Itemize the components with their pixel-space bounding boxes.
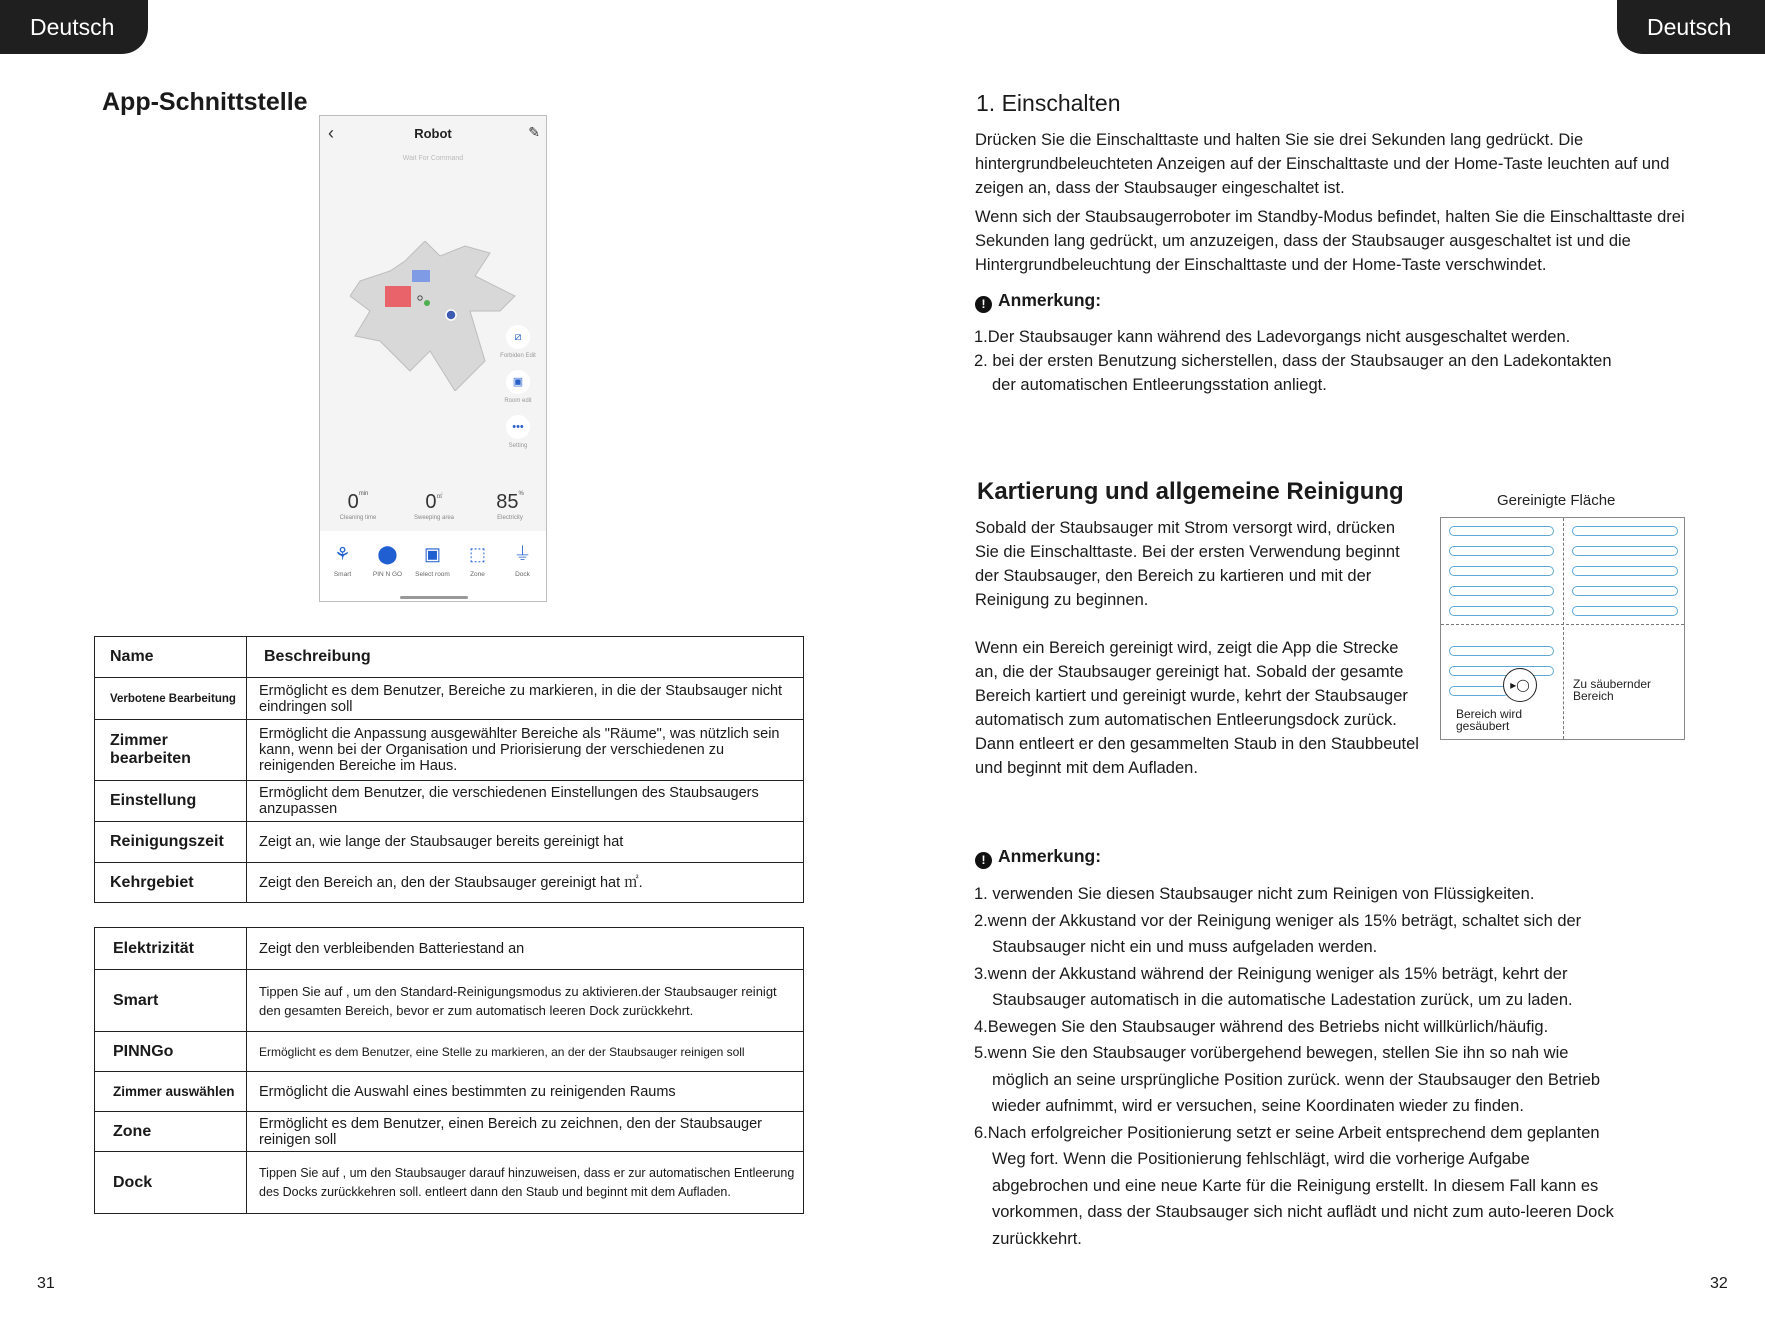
- row-name: Reinigungszeit: [95, 822, 247, 863]
- diagram-divider-vertical: [1563, 518, 1564, 739]
- note-heading-1: ! Anmerkung:: [975, 290, 1101, 313]
- diagram-title: Gereinigte Fläche: [1497, 492, 1616, 509]
- cleaning-map: [350, 241, 520, 391]
- row-name: Verbotene Bearbeitung: [95, 678, 247, 720]
- paragraph-power-on-1: Drücken Sie die Einschalttaste und halten Sie sie drei Sekunden lang gedrückt. Die hintergrundbeleuchteten Anzeigen auf der Einschalttaste und der Home-Taste leuchten auf und zeigen an, dass der Staubsauger eingeschaltet ist.: [975, 131, 1670, 197]
- row-name: PINNGo: [95, 1032, 247, 1072]
- paragraph-power-on-2: Wenn sich der Staubsaugerroboter im Standby-Modus befindet, halten Sie die Einschalttaste drei Sekunden lang gedrückt, um anzuzeigen, dass der Staubsauger ausgeschaltet ist und die Hintergrundbeleuchtung der Einschalttaste und der Home-Taste verschwindet.: [975, 208, 1685, 274]
- paragraph-mapping-2: Wenn ein Bereich gereinigt wird, zeigt die App die Strecke an, die der Staubsauger gereinigt hat. Sobald der gesamte Bereich kartiert und gereinigt wurde, kehrt der Staubsauger automatisch zum automatischen Entleerungsdock zurück. Dann entleert er den gesammelten Staub in den Staubbeutel und beginnt mit dem Aufladen.: [975, 639, 1419, 777]
- list-item: Staubsauger nicht ein und muss aufgeladen werden.: [992, 938, 1378, 956]
- forbidden-edit-label: Forbiden Edit: [500, 353, 536, 359]
- phone-status: Wait For Command: [402, 155, 464, 162]
- table-row: [95, 822, 804, 863]
- label-area-being-cleaned: Bereich wird gesäubert: [1456, 707, 1523, 733]
- cleaning-path-lane: [1449, 546, 1554, 556]
- table-row: [95, 678, 804, 720]
- list-item: Staubsauger automatisch in die automatische Ladestation zurück, um zu laden.: [992, 991, 1573, 1009]
- cleaning-path-lane: [1572, 566, 1678, 576]
- phone-header: [320, 116, 546, 186]
- list-item: 3.wenn der Akkustand während der Reinigung weniger als 15% beträgt, kehrt der: [974, 964, 1568, 983]
- row-description: Ermöglicht es dem Benutzer, eine Stelle zu markieren, an der der Staubsauger reinigen soll: [247, 1032, 804, 1072]
- nav-smart[interactable]: ⚘ Smart: [320, 541, 365, 578]
- note-heading-2: ! Anmerkung:: [975, 846, 1101, 869]
- table-row: [95, 720, 804, 781]
- header-name: Name: [95, 637, 247, 678]
- row-description: Zeigt an, wie lange der Staubsauger bereits gereinigt hat: [247, 822, 804, 863]
- cleaning-path-lane: [1572, 526, 1678, 536]
- pin-icon: ⬤: [377, 544, 398, 564]
- room-edit-label: Room edit: [504, 398, 532, 404]
- chevron-left-icon[interactable]: ‹: [328, 123, 334, 143]
- table-row: [95, 1112, 804, 1152]
- nav-dock[interactable]: ⏚ Dock: [500, 541, 545, 578]
- list-item: möglich an seine ursprüngliche Position zurück. wenn der Staubsauger den Betrieb: [992, 1070, 1601, 1089]
- nav-select-room[interactable]: ▣ Select room: [410, 541, 455, 578]
- home-indicator: [400, 596, 468, 599]
- robot-vacuum-icon: ▸◯: [1503, 668, 1537, 702]
- note-list-1: [974, 325, 1612, 397]
- section-title-mapping: Kartierung und allgemeine Reinigung: [977, 478, 1404, 505]
- label-area-to-clean: Zu säubernder Bereich: [1573, 677, 1652, 703]
- table-row: [95, 863, 804, 903]
- row-name: Zone: [95, 1112, 247, 1152]
- row-name: Smart: [95, 970, 247, 1032]
- row-name: Dock: [95, 1152, 247, 1214]
- phone-screenshot: [319, 115, 547, 602]
- cleaning-path-lane: [1449, 686, 1509, 696]
- row-description: Ermöglicht die Anpassung ausgewählter Bereiche als "Räume", was nützlich sein kann, wenn bei der Organisation und Priorisierung der verschiedenen zu reinigenden Bereiche im Haus.: [247, 720, 804, 781]
- row-name: Kehrgebiet: [95, 863, 247, 903]
- note-list-2: [974, 881, 1614, 1252]
- list-item: 2. bei der ersten Benutzung sicherstellen, dass der Staubsauger an den Ladekontakten: [974, 352, 1612, 370]
- list-item: 1. verwenden Sie diesen Staubsauger nicht zum Reinigen von Flüssigkeiten.: [974, 885, 1535, 903]
- room-edit-icon[interactable]: ▣: [506, 370, 530, 394]
- list-item: vorkommen, dass der Staubsauger sich nicht auflädt und nicht zum auto-leeren Dock: [992, 1203, 1614, 1221]
- paragraph-mapping-1: Sobald der Staubsauger mit Strom versorgt wird, drücken Sie die Einschalttaste. Bei der ersten Verwendung beginnt der Staubsauger, den Bereich zu kartieren und mit der Reinigung zu beginnen.: [975, 519, 1400, 609]
- diagram-divider-horizontal: [1441, 624, 1684, 625]
- cleaning-path-lane: [1449, 586, 1554, 596]
- stat-sweeping-area: 0㎡ Sweeping area: [413, 491, 455, 521]
- page-number-right: 32: [1710, 1275, 1728, 1292]
- list-item: Weg fort. Wenn die Positionierung fehlschlägt, wird die vorherige Aufgabe: [992, 1150, 1530, 1168]
- page-number-left: 31: [37, 1275, 55, 1292]
- nav-pin-n-go[interactable]: ⬤ PIN N GO: [365, 541, 410, 578]
- more-icon[interactable]: •••: [506, 415, 530, 439]
- row-description: Zeigt den verbleibenden Batteriestand an: [247, 928, 804, 970]
- setting-label: Setting: [508, 443, 528, 449]
- table-header-row: [95, 637, 804, 678]
- cleaning-path-lane: [1449, 566, 1554, 576]
- nav-zone[interactable]: ⬚ Zone: [455, 541, 500, 578]
- header-description: Beschreibung: [247, 637, 804, 678]
- table-interface-1: [94, 636, 804, 903]
- row-name: Zimmer bearbeiten: [95, 720, 247, 781]
- table-row: [95, 970, 804, 1032]
- row-description: Tippen Sie auf , um den Standard-Reinigungsmodus zu aktivieren.der Staubsauger reinigt den gesamten Bereich, bevor er zum automatisch leeren Dock zurückkehrt.: [247, 970, 804, 1032]
- row-name: Einstellung: [95, 781, 247, 822]
- pencil-icon[interactable]: ✎: [528, 124, 540, 140]
- stat-electricity: 85% Electricity: [496, 491, 524, 521]
- phone-title: Robot: [414, 126, 452, 141]
- row-description: Zeigt den Bereich an, den der Staubsauger gereinigt hat ㎡.: [247, 863, 804, 903]
- cleaning-path-lane: [1572, 606, 1678, 616]
- list-item: abgebrochen und eine neue Karte für die Reinigung erstellt. In diesem Fall kann es: [992, 1176, 1599, 1195]
- exclamation-icon: !: [975, 296, 992, 313]
- list-item: der automatischen Entleerungsstation anliegt.: [992, 376, 1327, 394]
- row-description: Ermöglicht es dem Benutzer, einen Bereich zu zeichnen, den der Staubsauger reinigen soll: [247, 1112, 804, 1152]
- table-row: [95, 1152, 804, 1214]
- cleaning-path-lane: [1449, 526, 1554, 536]
- row-description: Tippen Sie auf , um den Staubsauger darauf hinzuweisen, dass er zur automatischen Entleerung des Docks zurückkehren soll. entleert dann den Staub und beginnt mit dem Aufladen.: [247, 1152, 804, 1214]
- list-item: 2.wenn der Akkustand vor der Reinigung weniger als 15% beträgt, schaltet sich der: [974, 911, 1582, 930]
- cleaning-path-lane: [1572, 546, 1678, 556]
- cleaning-diagram: [1440, 517, 1685, 740]
- exclamation-icon: !: [975, 852, 992, 869]
- list-item: 1.Der Staubsauger kann während des Ladevorgangs nicht ausgeschaltet werden.: [974, 328, 1571, 346]
- row-description: Ermöglicht dem Benutzer, die verschiedenen Einstellungen des Staubsaugers anzupassen: [247, 781, 804, 822]
- row-description: Ermöglicht es dem Benutzer, Bereiche zu markieren, in die der Staubsauger nicht eindringen soll: [247, 678, 804, 720]
- list-item: 5.wenn Sie den Staubsauger vorübergehend bewegen, stellen Sie ihn so nah wie: [974, 1044, 1569, 1062]
- table-row: [95, 1032, 804, 1072]
- row-description: Ermöglicht die Auswahl eines bestimmten zu reinigenden Raums: [247, 1072, 804, 1112]
- broom-icon: ⚘: [334, 544, 351, 564]
- row-name: Zimmer auswählen: [95, 1072, 247, 1112]
- row-name: Elektrizität: [95, 928, 247, 970]
- room-icon: ▣: [423, 544, 441, 564]
- cleaning-path-lane: [1449, 646, 1554, 656]
- language-tab-right: Deutsch: [1617, 0, 1765, 54]
- table-row: [95, 928, 804, 970]
- list-item: zurückkehrt.: [992, 1229, 1082, 1248]
- language-tab-left: Deutsch: [0, 0, 148, 54]
- table-row: [95, 781, 804, 822]
- list-item: wieder aufnimmt, wird er versuchen, seine Koordinaten wieder zu finden.: [992, 1097, 1524, 1115]
- table-interface-2: [94, 927, 804, 1214]
- list-item: 4.Bewegen Sie den Staubsauger während des Betriebs nicht willkürlich/häufig.: [974, 1017, 1549, 1036]
- cleaning-path-lane: [1449, 666, 1554, 676]
- plug-icon: ⏚: [513, 544, 532, 564]
- page-title-app-interface: App-Schnittstelle: [102, 88, 308, 116]
- stats-row: [320, 491, 546, 536]
- cleaning-path-lane: [1572, 586, 1678, 596]
- forbidden-edit-icon[interactable]: ⧄: [506, 325, 530, 349]
- zone-icon: ⬚: [468, 544, 486, 564]
- cleaning-path-lane: [1449, 606, 1554, 616]
- table-row: [95, 1072, 804, 1112]
- list-item: 6.Nach erfolgreicher Positionierung setzt er seine Arbeit entsprechend dem geplanten: [974, 1123, 1600, 1142]
- stat-cleaning-time: $0^{min}$ Cleaning time: [339, 491, 377, 521]
- bottom-nav: [320, 531, 546, 602]
- section-title-power-on: 1. Einschalten: [976, 90, 1121, 116]
